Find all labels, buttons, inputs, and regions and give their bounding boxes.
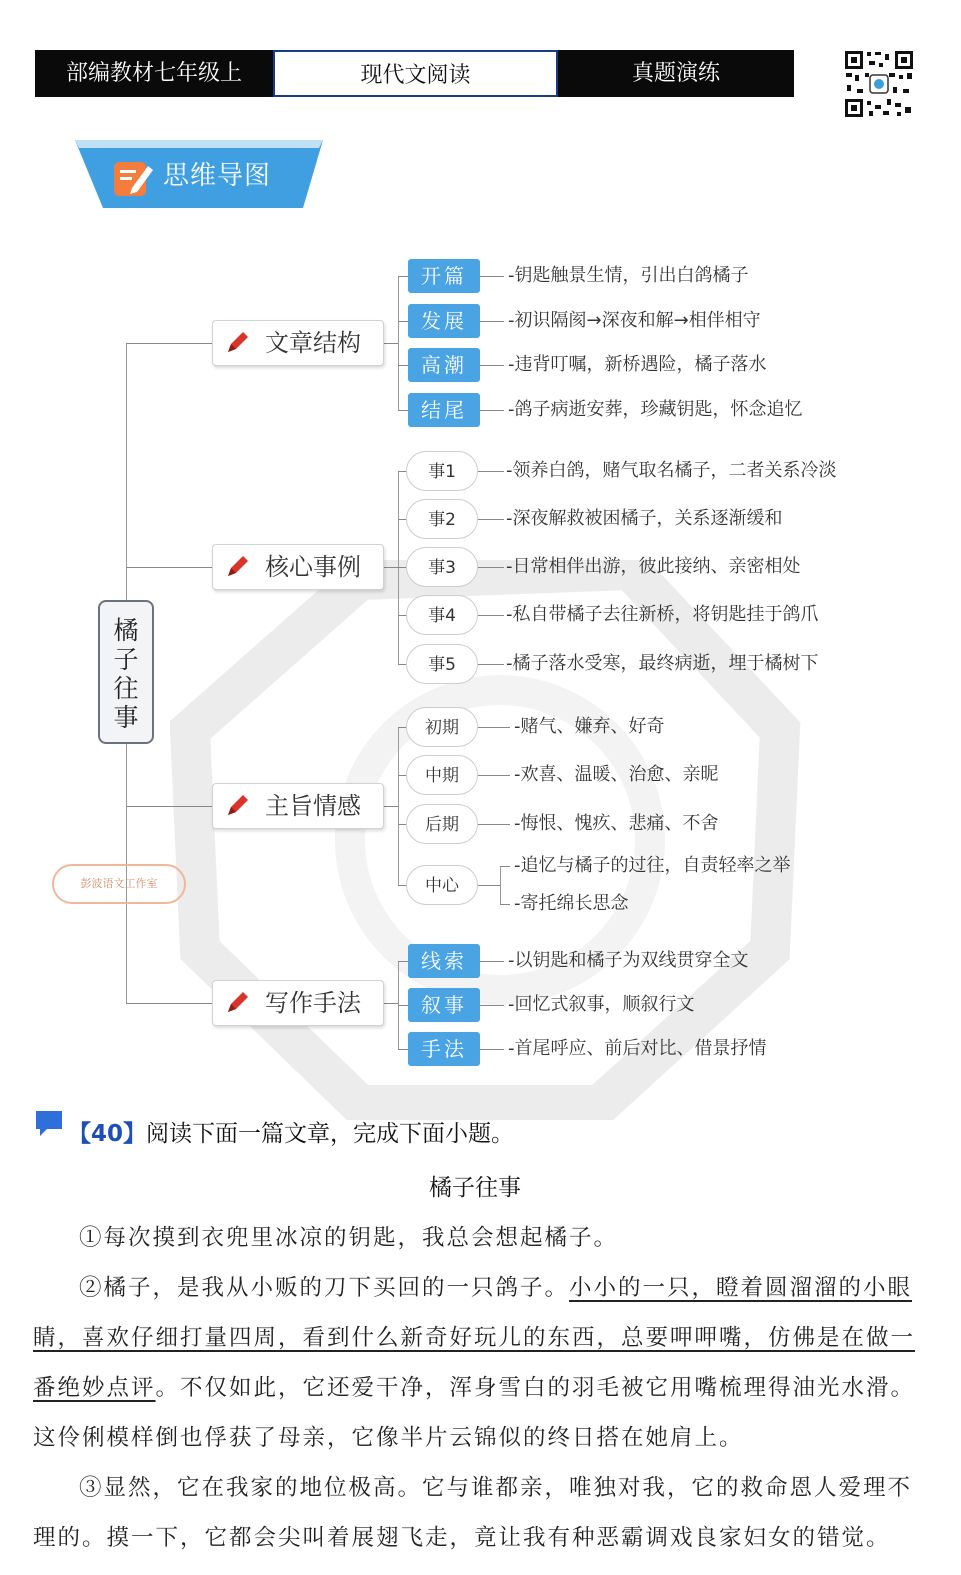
node-link [398,276,408,277]
leaf-link [478,519,504,520]
mindmap-root [98,600,154,744]
node-text: -追忆与橘子的过往，自责轻率之举 [514,855,791,876]
node-link [398,365,408,366]
node-text: -回忆式叙事，顺叙行文 [508,994,695,1015]
node-pill: 事3 [406,547,478,587]
bracket-structure [398,276,399,410]
branch-link-technique [384,1003,398,1004]
leaf-link [500,866,510,867]
leaf-link [480,1005,504,1006]
node-tag: 高潮 [408,348,480,382]
node-pill: 事5 [406,644,478,684]
article-paragraph [33,1263,923,1463]
question-instruction: 阅读下面一篇文章，完成下面小题。 [146,1121,515,1147]
leaf-link [478,567,504,568]
bracket-theme [398,727,399,885]
leaf-link [480,276,504,277]
pencil-icon [225,553,251,579]
leaf-link [480,321,504,322]
branch-link-structure [384,343,398,344]
node-text: -深夜解救被困橘子，关系逐渐缓和 [506,508,783,529]
node-tag: 开篇 [408,259,480,293]
branch-events [212,544,384,590]
node-link [398,961,408,962]
root-link-theme [126,806,212,807]
node-tag: 发展 [408,304,480,338]
root-link-technique [126,1003,212,1004]
node-text: -私自带橘子去往新桥，将钥匙挂于鸽爪 [506,604,819,625]
edit-note-icon [112,158,154,198]
leaf-link [478,775,510,776]
node-pill: 中心 [406,865,478,905]
node-text: -悔恨、愧疚、悲痛、不舍 [514,813,719,834]
studio-stamp-label: 彭波语文工作室 [80,877,158,890]
question-heading [68,1116,514,1152]
node-text: -钥匙触景生情，引出白鸽橘子 [508,265,749,286]
node-text: -赌气、嫌弃、好奇 [514,716,665,737]
leaf-link [480,365,504,366]
branch-technique [212,980,384,1026]
leaf-link [480,410,504,411]
node-link [398,410,408,411]
node-pill: 事4 [406,595,478,635]
node-text: -橘子落水受寒，最终病逝，埋于橘树下 [506,653,819,674]
header-tab-reading: 现代文阅读 [273,50,558,97]
paragraph-text: 。不仅如此，它还爱干净，浑身雪白的羽毛被它用嘴梳理得油光水滑。这伶俐模样倒也俘获了母亲，它像半片云锦似的终日搭在她肩上。 [33,1375,916,1451]
center-bracket [500,866,501,904]
leaf-link [478,664,504,665]
branch-label: 文章结构 [265,329,361,357]
node-pill: 后期 [406,804,478,844]
branch-label: 主旨情感 [265,792,361,820]
node-pill: 初期 [406,707,478,747]
article-title: 橘子往事 [429,1175,521,1201]
branch-structure [212,320,384,366]
node-tag: 结尾 [408,393,480,427]
mindmap-root-label: 橘子往事 [113,616,139,732]
node-pill: 中期 [406,755,478,795]
pencil-icon [225,329,251,355]
leaf-link [478,885,500,886]
branch-link-theme [384,806,398,807]
leaf-link [478,824,510,825]
underlined-sentence: 小小的一只，瞪着圆溜溜的小眼睛，喜欢仔细打量四周，看到什么新奇好玩儿的东西，总要呷呷嘴，仿佛是在做一番绝妙点评 [33,1275,916,1401]
paragraph-text: ②橘子，是我从小贩的刀下买回的一只鸽子。 [79,1275,570,1301]
paragraph-text: ①每次摸到衣兜里冰凉的钥匙，我总会想起橘子。 [79,1225,619,1251]
pencil-icon [225,989,251,1015]
studio-stamp [52,864,186,904]
leaf-link [478,727,510,728]
branch-label: 写作手法 [265,989,361,1017]
node-link [398,321,408,322]
root-link-structure [126,343,212,344]
node-text: -欢喜、温暖、治愈、亲昵 [514,764,719,785]
leaf-link [480,1049,504,1050]
node-text: -初识隔阂→深夜和解→相伴相守 [508,310,761,331]
branch-theme [212,783,384,829]
node-text: -日常相伴出游，彼此接纳、亲密相处 [506,556,801,577]
node-text: -以钥匙和橘子为双线贯穿全文 [508,950,749,971]
header-tab-practice: 真题演练 [558,50,794,97]
node-pill: 事1 [406,451,478,491]
branch-label: 核心事例 [265,553,361,581]
node-text: -首尾呼应、前后对比、借景抒情 [508,1038,767,1059]
root-link-events [126,567,212,568]
header-tab-grade: 部编教材七年级上 [35,50,273,97]
branch-link-events [384,567,398,568]
article-paragraph [33,1463,923,1563]
qr-code-icon [843,49,915,119]
section-badge-label: 思维导图 [163,161,272,191]
leaf-link [478,471,504,472]
node-link [398,1049,408,1050]
pencil-icon [225,792,251,818]
comment-icon [33,1108,65,1138]
leaf-link [478,615,504,616]
node-text: -违背叮嘱，新桥遇险，橘子落水 [508,354,767,375]
node-tag: 线索 [408,944,480,978]
article-paragraph [33,1213,923,1263]
leaf-link [500,904,510,905]
node-text: -鸽子病逝安葬，珍藏钥匙，怀念追忆 [508,399,803,420]
node-text: -领养白鸽，赌气取名橘子，二者关系冷淡 [506,460,837,481]
node-tag: 手法 [408,1032,480,1066]
node-text: -寄托绵长思念 [514,893,629,914]
node-link [398,1005,408,1006]
leaf-link [480,961,504,962]
node-pill: 事2 [406,499,478,539]
node-tag: 叙事 [408,988,480,1022]
paragraph-text: ③显然，它在我家的地位极高。它与谁都亲，唯独对我，它的救命恩人爱理不理的。摸一下，它都会尖叫着展翅飞走，竟让我有种恶霸调戏良家妇女的错觉。 [33,1475,913,1551]
question-number: 【40】 [68,1121,147,1147]
